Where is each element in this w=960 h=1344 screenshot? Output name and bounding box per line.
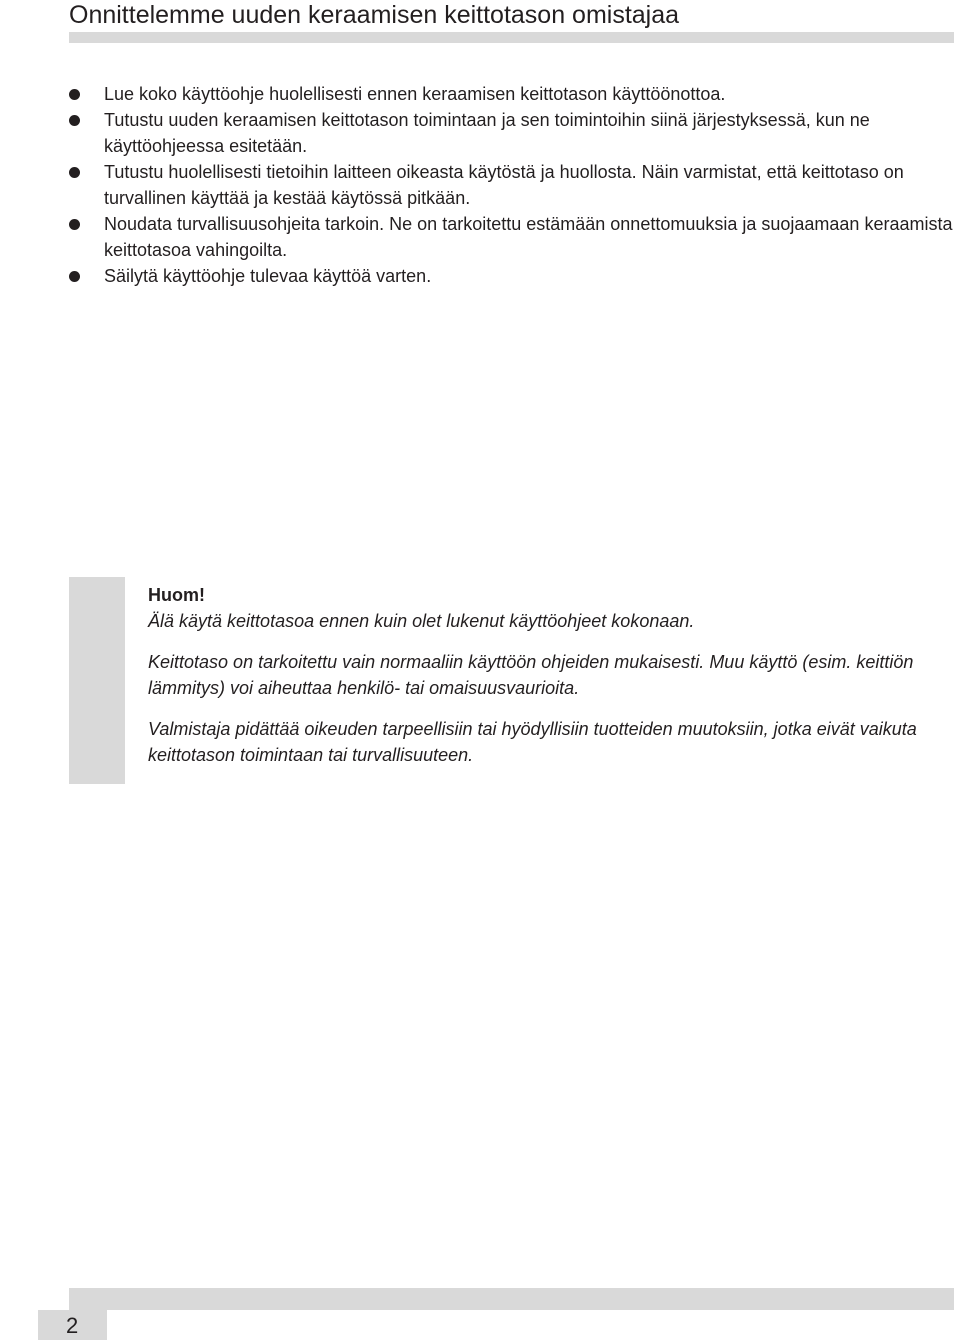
bullet-icon	[69, 271, 80, 282]
list-item-text: Tutustu uuden keraamisen keittotason toimintaan ja sen toimintoihin siinä järjestyksessä, kun ne käyttöohjeessa esitetään.	[104, 110, 870, 156]
note-box	[148, 582, 956, 783]
list-item	[69, 81, 957, 107]
title-underline-bar	[69, 32, 954, 43]
list-item-text: Tutustu huolellisesti tietoihin laitteen oikeasta käytöstä ja huollosta. Näin varmistat, että keittotaso on turvallinen käyttää ja kestää käytössä pitkään.	[104, 162, 904, 208]
page-number: 2	[66, 1313, 79, 1338]
note-side-bar	[69, 577, 125, 784]
list-item-text: Noudata turvallisuusohjeita tarkoin. Ne on tarkoitettu estämään onnettomuuksia ja suojaamaan keraamista keittotasoa vahingoilta.	[104, 214, 953, 260]
bullet-icon	[69, 219, 80, 230]
bullet-icon	[69, 89, 80, 100]
note-paragraph: Älä käytä keittotasoa ennen kuin olet lukenut käyttöohjeet kokonaan.	[148, 611, 695, 631]
list-item	[69, 159, 957, 211]
note-paragraph: Valmistaja pidättää oikeuden tarpeellisiin tai hyödyllisiin tuotteiden muutoksiin, jotka eivät vaikuta keittotason toimintaan tai turvallisuuteen.	[148, 719, 917, 765]
page-title: Onnittelemme uuden keraamisen keittotason omistajaa	[69, 1, 680, 29]
bullet-icon	[69, 167, 80, 178]
instruction-list	[69, 81, 957, 289]
list-item	[69, 107, 957, 159]
list-item-text: Säilytä käyttöohje tulevaa käyttöä varten.	[104, 266, 432, 286]
note-paragraph: Keittotaso on tarkoitettu vain normaaliin käyttöön ohjeiden mukaisesti. Muu käyttö (esim. keittiön lämmitys) voi aiheuttaa henkilö- tai omaisuusvaurioita.	[148, 652, 914, 698]
list-item-text: Lue koko käyttöohje huolellisesti ennen keraamisen keittotason käyttöönottoa.	[104, 84, 726, 104]
footer-bar	[69, 1288, 954, 1310]
list-item	[69, 263, 957, 289]
note-heading: Huom!	[148, 585, 205, 605]
bullet-icon	[69, 115, 80, 126]
list-item	[69, 211, 957, 263]
